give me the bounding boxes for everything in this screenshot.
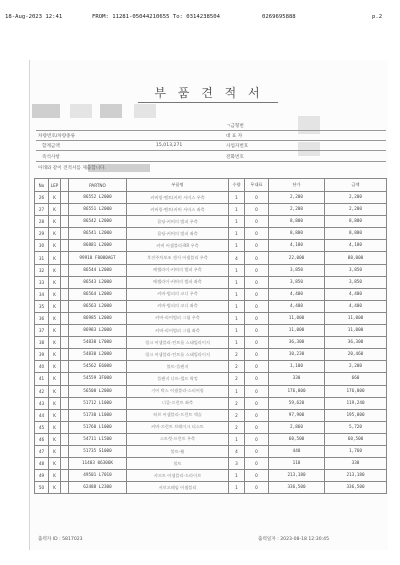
cell-partno: 54559 3F000 [69,373,127,385]
table-row [35,252,387,264]
cell-f: 0 [245,288,269,300]
table-row [35,421,387,433]
cell-m [61,288,69,300]
cell-price: 2,200 [269,192,325,204]
cell-name: 샤프트 어셈블리-드라이브 [127,470,229,482]
cell-no: 43 [35,397,49,409]
cell-m [61,300,69,312]
cell-price: 4,180 [269,240,325,252]
cell-f: 0 [245,325,269,337]
cell-m [61,421,69,433]
cell-amount: 88,000 [325,252,387,264]
cell-name: 링크 어셈블리-컨트롤 스태빌라이저 [127,337,229,349]
cell-f: 0 [245,409,269,421]
cell-price: 11,000 [269,325,325,337]
table-row [35,458,387,470]
cell-amount: 5,720 [325,421,387,433]
cell-name: 플랜지 너트-셀프 락킹 [127,373,229,385]
table-row [35,397,387,409]
column-header: 금액 [325,179,387,192]
cell-lep: K [49,445,61,457]
cell-qty: 1 [229,385,245,397]
parts-table-body [35,192,387,494]
cell-m [61,312,69,324]
cell-qty: 1 [229,276,245,288]
cell-lep: K [49,470,61,482]
redacted-block [32,104,60,118]
cell-name: 볼트-플랜지 [127,361,229,373]
cell-partno: 86564 L2000 [69,288,127,300]
cell-name: 커버-범퍼의 코너 좌측 [127,300,229,312]
cell-partno: 86551 L2000 [69,204,127,216]
document-title: 부 품 견 적 서 [154,86,264,100]
cell-lep: K [49,421,61,433]
cell-qty: 1 [229,240,245,252]
cell-amount: 2,200 [325,204,387,216]
cell-m [61,373,69,385]
cell-price: 3,850 [269,276,325,288]
cell-qty: 1 [229,288,245,300]
cell-partno: 51735 S1000 [69,445,127,457]
cell-qty: 4 [229,445,245,457]
cell-amount: 20,460 [325,349,387,361]
cell-lep: K [49,482,61,494]
cell-m [61,192,69,204]
cell-partno: 86542 L2000 [69,216,127,228]
cell-qty: 2 [229,397,245,409]
cell-no: 40 [35,361,49,373]
cell-f: 0 [245,300,269,312]
cell-f: 0 [245,228,269,240]
cell-partno: 99910 F8000AGT [69,252,127,264]
column-header [61,179,69,192]
footer-printed-by: 출력자 ID : 5817023 [38,537,83,542]
cell-name: 볼트-휠 [127,445,229,457]
cell-no: 45 [35,421,49,433]
cell-no: 42 [35,385,49,397]
cell-f: 0 [245,385,269,397]
cell-lep: K [49,264,61,276]
cell-price: 8,800 [269,228,325,240]
cell-price: 10,230 [269,349,325,361]
cell-amount: 3,850 [325,264,387,276]
cell-partno: 54562 E6000 [69,361,127,373]
cell-f: 0 [245,433,269,445]
table-row [35,204,387,216]
cell-m [61,276,69,288]
cell-amount: 176,000 [325,385,387,397]
cell-no: 44 [35,409,49,421]
fax-date: 18-Aug-2023 12:41 [5,14,63,20]
cell-f: 0 [245,276,269,288]
cell-name: 후진주차보조 센서 어셈블리 우측 [127,252,229,264]
cell-name: 커버-리어범퍼 그립 우측 [127,312,229,324]
cell-lep: K [49,458,61,470]
cell-amount: 195,800 [325,409,387,421]
cell-amount: 4,400 [325,288,387,300]
cell-f: 0 [245,373,269,385]
cell-price: 1,100 [269,361,325,373]
cell-no: 46 [35,433,49,445]
cell-qty: 1 [229,192,245,204]
cell-no: 35 [35,300,49,312]
cell-price: 213,180 [269,470,325,482]
cell-price: 59,620 [269,397,325,409]
cell-name: 허브 어셈블리-프런트 액슬 [127,409,229,421]
note-text: 아래와 같이 견적서를 제출합니다. [38,166,106,171]
cell-partno: 51760 L1000 [69,421,127,433]
fax-id: 0269695888 [262,14,296,20]
cell-amount: 4,180 [325,240,387,252]
cell-lep: K [49,337,61,349]
cell-price: 36,300 [269,337,325,349]
cell-no: 31 [35,252,49,264]
cell-qty: 1 [229,433,245,445]
cell-f: 0 [245,397,269,409]
footer-printed-date: 출력일자 : 2023-08-18 12:30:45 [258,537,330,542]
cell-lep: K [49,216,61,228]
table-row [35,325,387,337]
cell-f: 0 [245,204,269,216]
table-row [35,276,387,288]
cell-qty: 1 [229,470,245,482]
cell-lep: K [49,288,61,300]
cell-amount: 330 [325,458,387,470]
cell-qty: 2 [229,349,245,361]
cell-f: 0 [245,421,269,433]
cell-m [61,433,69,445]
parts-table [34,178,387,494]
table-row [35,228,387,240]
total-amount-label: 합계금액 [42,144,60,149]
info-row-issuer [36,151,386,162]
table-row [35,337,387,349]
cell-lep: K [49,349,61,361]
cell-price: 2,200 [269,204,325,216]
cell-name: 몰딩-커버의 범퍼 좌측 [127,228,229,240]
table-row [35,240,387,252]
cell-price: 330 [269,373,325,385]
table-row [35,470,387,482]
estimate-no-label: ㄱ금형번 [226,124,244,129]
cell-amount: 660 [325,373,387,385]
cell-no: 26 [35,192,49,204]
cell-f: 0 [245,192,269,204]
cell-lep: K [49,240,61,252]
cell-lep: K [49,192,61,204]
cell-no: 27 [35,204,49,216]
cell-amount: 119,240 [325,397,387,409]
cell-amount: 2,200 [325,192,387,204]
cell-no: 48 [35,458,49,470]
cell-qty: 4 [229,252,245,264]
table-row [35,288,387,300]
cell-partno: 86985 L2000 [69,312,127,324]
cell-name: 기어 박스 어셈블리-스티어링 [127,385,229,397]
cell-lep: K [49,397,61,409]
cell-price: 8,800 [269,216,325,228]
cell-m [61,397,69,409]
redacted-block [100,104,122,118]
table-row [35,300,387,312]
cell-no: 33 [35,276,49,288]
cell-amount: 8,800 [325,216,387,228]
cell-qty: 1 [229,216,245,228]
cell-no: 39 [35,349,49,361]
cell-f: 0 [245,216,269,228]
cell-m [61,361,69,373]
cell-name: 커버링-벤트(커버 서비스 우측 [127,192,229,204]
info-row-note [36,162,386,172]
phone-label: 전화번호 [226,155,244,160]
cell-amount: 60,500 [325,433,387,445]
estimate-sheet [29,60,388,550]
cell-f: 0 [245,349,269,361]
fax-header [0,0,400,36]
fax-from-to: FROM: 11281-05044210655 To: 0314238504 [92,14,220,20]
column-header: 단가 [269,179,325,192]
cell-no: 37 [35,325,49,337]
cell-price: 11,000 [269,312,325,324]
cell-m [61,445,69,457]
cell-name: 커버-프런트 브레이크 더스트 [127,421,229,433]
cell-qty: 2 [229,421,245,433]
cell-qty: 2 [229,373,245,385]
cell-no: 28 [35,216,49,228]
table-row [35,216,387,228]
cell-m [61,482,69,494]
cell-f: 0 [245,458,269,470]
business-number-label: 사업자번호 [226,144,249,149]
cell-name: 커버링-벤트(커버 서비스 좌측 [127,204,229,216]
cell-f: 0 [245,240,269,252]
cell-m [61,216,69,228]
cell-lep: K [49,276,61,288]
cell-m [61,458,69,470]
cell-f: 0 [245,470,269,482]
table-row [35,373,387,385]
table-row [35,409,387,421]
table-header-row [35,179,387,192]
cell-m [61,252,69,264]
table-row [35,385,387,397]
column-header: 부품명 [127,179,229,192]
cell-price: 3,850 [269,264,325,276]
cell-m [61,204,69,216]
title-underline [138,102,278,103]
cell-price: 4,400 [269,300,325,312]
cell-partno: 54830 L7000 [69,337,127,349]
cell-m [61,264,69,276]
cell-partno: 54830 L2000 [69,349,127,361]
cell-m [61,385,69,397]
column-header: 수량 [229,179,245,192]
fax-page-number: p.2 [372,14,383,20]
representative-label: 대 표 자 [226,134,243,139]
cell-no: 41 [35,373,49,385]
cell-price: 176,000 [269,385,325,397]
cell-amount: 8,800 [325,228,387,240]
cell-price: 97,900 [269,409,325,421]
cell-name: 커버 어셈블리-RR 우측 [127,240,229,252]
cell-partno: 51730 L1000 [69,409,127,421]
cell-price: 336,500 [269,482,325,494]
cell-no: 36 [35,312,49,324]
cell-lep: K [49,228,61,240]
table-row [35,312,387,324]
cell-price: 4,400 [269,288,325,300]
cell-qty: 1 [229,325,245,337]
cell-partno: 49501 L7010 [69,470,127,482]
cell-qty: 1 [229,300,245,312]
cell-partno: 56500 L2000 [69,385,127,397]
cell-f: 0 [245,482,269,494]
cell-amount: 2,200 [325,361,387,373]
cell-m [61,337,69,349]
cell-no: 30 [35,240,49,252]
cell-qty: 1 [229,204,245,216]
cell-amount: 336,500 [325,482,387,494]
cell-m [61,228,69,240]
table-row [35,445,387,457]
cell-f: 0 [245,361,269,373]
redacted-block [70,104,92,118]
cell-partno: 86563 L2000 [69,300,127,312]
cell-no: 49 [35,470,49,482]
column-header: No [35,179,49,192]
cell-price: 22,000 [269,252,325,264]
column-header: 무대표 [245,179,269,192]
table-row [35,361,387,373]
cell-lep: K [49,325,61,337]
cell-f: 0 [245,337,269,349]
cell-name: 몰딩-커버의 범퍼 우측 [127,216,229,228]
cell-partno: 11403 06306K [69,458,127,470]
cell-no: 47 [35,445,49,457]
cell-lep: K [49,409,61,421]
cell-f: 0 [245,264,269,276]
cell-amount: 11,000 [325,325,387,337]
cell-amount: 1,760 [325,445,387,457]
cell-f: 0 [245,312,269,324]
cell-name: 커버-범퍼의 코너 우측 [127,288,229,300]
cell-name: 링크 어셈블리-컨트롤 스태빌라이저 [127,349,229,361]
cell-price: 110 [269,458,325,470]
cell-name: 볼트 [127,458,229,470]
cell-m [61,240,69,252]
column-header: LEP [49,179,61,192]
cell-partno: 86544 L2000 [69,264,127,276]
cell-amount: 213,180 [325,470,387,482]
cell-qty: 1 [229,337,245,349]
cell-partno: 54711 L1500 [69,433,127,445]
cell-name: 커버-리어범퍼 그립 좌측 [127,325,229,337]
cell-partno: 86541 L2000 [69,228,127,240]
cell-lep: K [49,312,61,324]
cell-qty: 2 [229,409,245,421]
cell-f: 0 [245,252,269,264]
cell-name: 너클-프런트 좌측 [127,397,229,409]
table-row [35,264,387,276]
cell-f: 0 [245,445,269,457]
cell-name: 베젤라이-커버의 범퍼 우측 [127,264,229,276]
cell-lep: K [49,433,61,445]
cell-amount: 36,300 [325,337,387,349]
cell-m [61,325,69,337]
cell-qty: 1 [229,228,245,240]
total-amount-value: 15,013,271 [156,143,183,148]
cell-lep: K [49,361,61,373]
cell-m [61,470,69,482]
cell-no: 50 [35,482,49,494]
cell-qty: 2 [229,361,245,373]
cell-partno: 51712 L1000 [69,397,127,409]
cell-no: 38 [35,337,49,349]
cell-amount: 11,000 [325,312,387,324]
cell-lep: K [49,385,61,397]
cell-lep: K [49,300,61,312]
cell-m [61,409,69,421]
cell-no: 29 [35,228,49,240]
cell-price: 60,500 [269,433,325,445]
redacted-block [134,104,156,118]
cell-partno: 86983 L2000 [69,325,127,337]
cell-qty: 1 [229,482,245,494]
table-row [35,349,387,361]
cell-name: 스트럿-프런트 우측 [127,433,229,445]
cell-qty: 1 [229,312,245,324]
cell-name: 베젤라이-커버의 범퍼 좌측 [127,276,229,288]
cell-amount: 4,400 [325,300,387,312]
cell-name: 서브프레임 어셈블리 [127,482,229,494]
cell-partno: 62488 L2300 [69,482,127,494]
cell-partno: 86543 L2000 [69,276,127,288]
cell-lep: K [49,204,61,216]
info-row-total [36,140,386,151]
cell-lep: K [49,373,61,385]
cell-lep: K [49,252,61,264]
cell-price: 440 [269,445,325,457]
cell-amount: 3,850 [325,276,387,288]
issuer-label: 즉석사항 [42,155,60,160]
table-row [35,482,387,494]
cell-price: 2,860 [269,421,325,433]
table-row [35,433,387,445]
vehicle-label: 차량번호/차량종류 [38,134,76,139]
column-header: PARTNO [69,179,127,192]
cell-no: 32 [35,264,49,276]
cell-qty: 1 [229,264,245,276]
cell-m [61,349,69,361]
cell-partno: 86552 L2000 [69,192,127,204]
cell-qty: 3 [229,458,245,470]
cell-no: 34 [35,288,49,300]
cell-partno: 86881 L2000 [69,240,127,252]
table-row [35,192,387,204]
